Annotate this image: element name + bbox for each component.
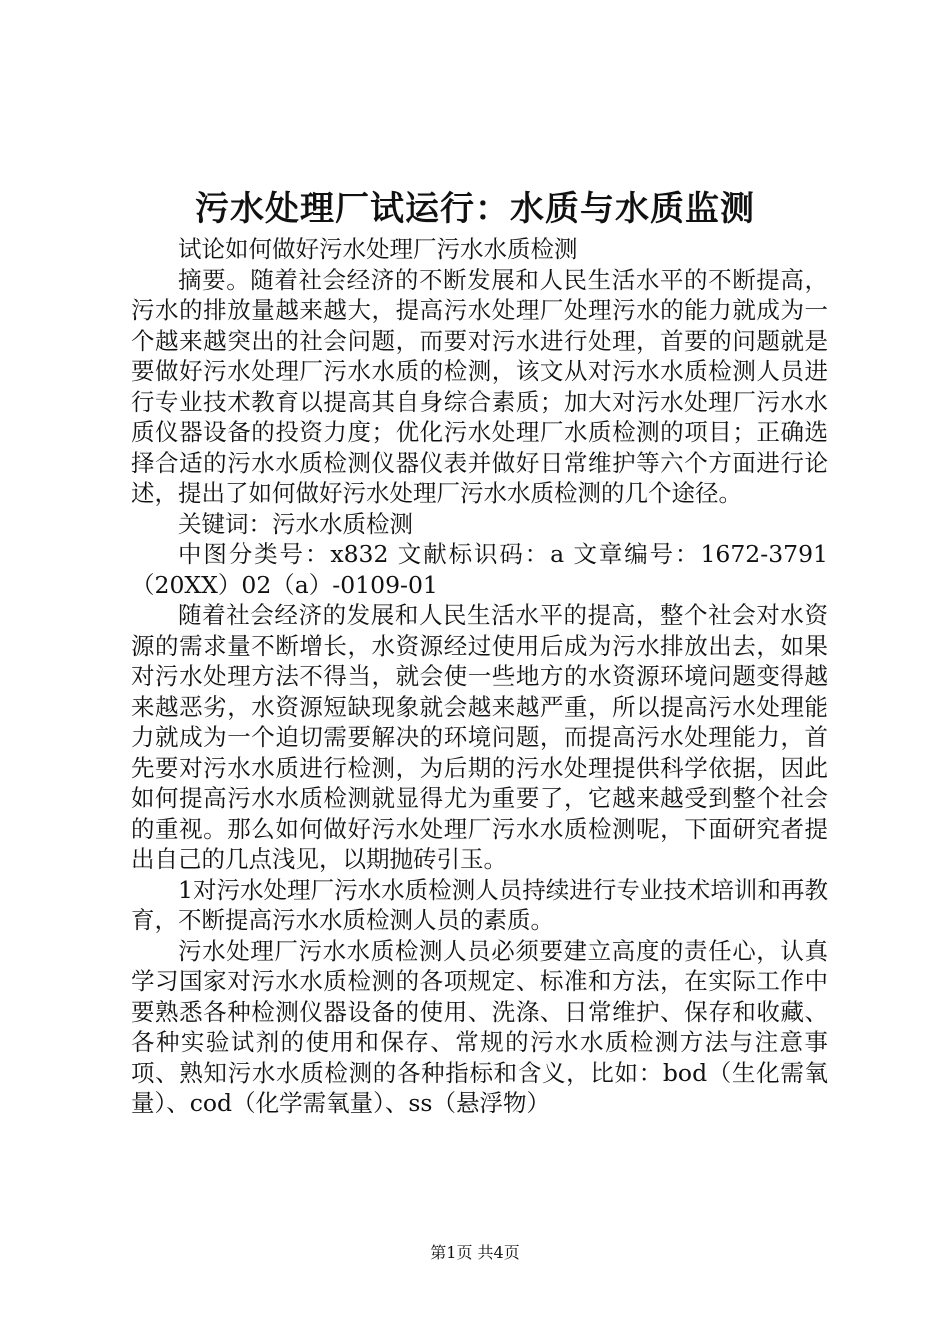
body-paragraph: 随着社会经济的发展和人民生活水平的提高，整个社会对水资源的需求量不断增长，水资源经过使用后成为污水排放出去，如果对污水处理方法不得当，就会使一些地方的水资源环境问题变得越来越恶劣，水资源短缺现象就会越来越严重，所以提高污水处理能力就成为一个迫切需要解决的环境问题，而提高污水处理能力，首先要对污水水质进行检测，为后期的污水处理提供科学依据，因此如何提高污水水质检测就显得尤为重要了，它越来越受到整个社会的重视。那么如何做好污水处理厂污水水质检测呢，下面研究者提出自己的几点浅见，以期抛砖引玉。 bbox=[131, 601, 828, 873]
document-title: 污水处理厂试运行：水质与水质监测 bbox=[195, 189, 755, 229]
section-heading-paragraph: 1对污水处理厂污水水质检测人员持续进行专业技术培训和再教育，不断提高污水水质检测人员的素质。 bbox=[131, 875, 828, 934]
body-paragraph: 污水处理厂污水水质检测人员必须要建立高度的责任心，认真学习国家对污水水质检测的各项规定、标准和方法，在实际工作中要熟悉各种检测仪器设备的使用、洗涤、日常维护、保存和收藏、各种实验试剂的使用和保存、常规的污水水质检测方法与注意事项、熟知污水水质检测的各种指标和含义，比如：bod（生化需氧量）、cod（化学需氧量）、ss（悬浮物） bbox=[131, 936, 828, 1117]
document-body bbox=[131, 234, 828, 1119]
keywords-paragraph: 关键词：污水水质检测 bbox=[178, 509, 413, 538]
abstract-paragraph: 摘要。随着社会经济的不断发展和人民生活水平的不断提高，污水的排放量越来越大，提高污水处理厂处理污水的能力就成为一个越来越突出的社会问题，而要对污水进行处理，首要的问题就是要做好污水处理厂污水水质的检测，该文从对污水水质检测人员进行专业技术教育以提高其自身综合素质；加大对污水处理厂污水水质仪器设备的投资力度；优化污水处理厂水质检测的项目；正确选择合适的污水水质检测仪器仪表并做好日常维护等六个方面进行论述，提出了如何做好污水处理厂污水水质检测的几个途径。 bbox=[131, 265, 828, 507]
page-number-footer: 第1页 共4页 bbox=[430, 1243, 520, 1262]
classification-paragraph: 中图分类号：x832 文献标识码：a 文章编号：1672-3791（20XX）02（a）-0109-01 bbox=[131, 540, 828, 599]
subtitle-paragraph: 试论如何做好污水处理厂污水水质检测 bbox=[178, 235, 578, 263]
